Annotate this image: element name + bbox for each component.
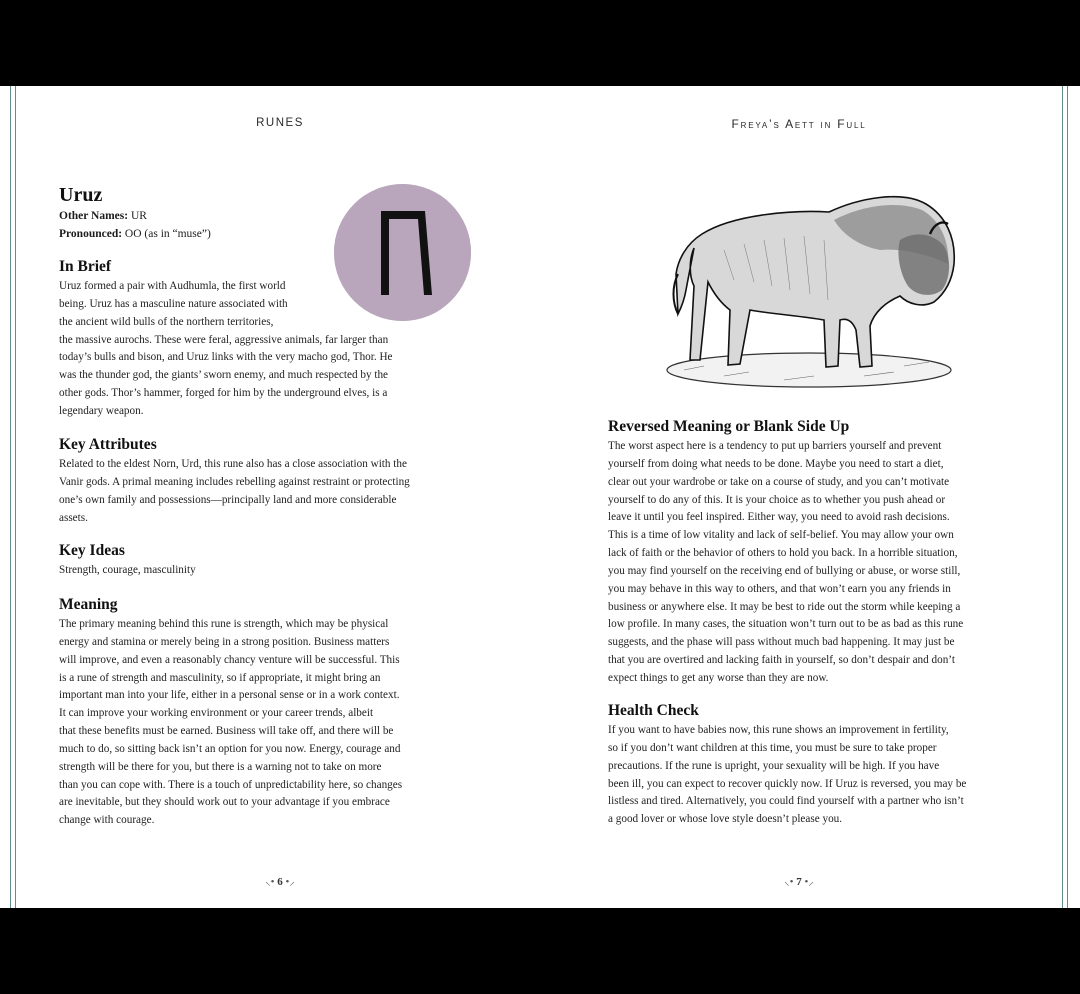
text-line: a good lover or whose love style doesn’t please you.: [608, 813, 843, 826]
text-line: The primary meaning behind this rune is strength, which may be physical: [59, 618, 389, 630]
text-line: strength will be there for you, but there is a warning not to take on more: [59, 760, 382, 773]
rune-title: Uruz: [59, 184, 103, 206]
page-edge-line: [1067, 86, 1068, 908]
other-names-value: UR: [130, 210, 147, 222]
text-line: Strength, courage, masculinity: [59, 564, 196, 576]
health-check-text: [608, 722, 1022, 829]
left-page: [22, 86, 538, 908]
page-number-left: [22, 874, 538, 889]
text-line: It can improve your working environment or your career trends, albeit: [59, 707, 374, 720]
section-key-attributes: [59, 436, 493, 527]
text-line: If you want to have babies now, this rune shows an improvement in fertility,: [608, 724, 949, 736]
ornament-left-icon: ⸜•: [265, 876, 275, 888]
text-line: lack of faith or the behavior of others to hold you back. In a horrible situation,: [608, 547, 958, 560]
page-edge-line: [10, 86, 11, 908]
text-line: you may behave in this way to others, and that won’t earn you any friends in: [608, 582, 951, 595]
meaning-heading: Meaning: [59, 596, 118, 613]
text-line: The worst aspect here is a tendency to put up barriers yourself and prevent: [608, 440, 942, 452]
section-in-brief: [59, 258, 493, 421]
folio-number: 6: [277, 876, 283, 888]
text-line: is a rune of strength and masculinity, so if appropriate, it might bring an: [59, 671, 381, 684]
text-line: so if you don’t want children at this time, you must be sure to take proper: [608, 741, 937, 754]
text-line: yourself from doing what needs to be done. Maybe you need to start a diet,: [608, 457, 944, 470]
text-line: leave it until you feel inspired. Either way, you need to avoid rash decisions.: [608, 511, 950, 524]
section-meaning: [59, 596, 493, 830]
folio-number: 7: [796, 876, 802, 888]
text-line: been ill, you can expect to recover quickly now. If Uruz is reversed, you may be: [608, 777, 967, 790]
rune-header: [59, 184, 493, 243]
text-line: Related to the eldest Norn, Urd, this rune also has a close association with the: [59, 458, 407, 470]
page-number-right: [540, 874, 1058, 889]
other-names-label: Other Names:: [59, 210, 129, 222]
text-line: energy and stamina or merely being in a strong position. Business matters: [59, 635, 390, 648]
text-line: one’s own family and possessions—principally land and more considerable: [59, 493, 397, 506]
pronounced-line: [59, 225, 493, 243]
reversed-heading: Reversed Meaning or Blank Side Up: [608, 418, 850, 435]
ornament-right-icon: •⸝: [285, 876, 295, 888]
text-line: legendary weapon.: [59, 404, 144, 417]
reversed-text: [608, 438, 1022, 688]
text-line: assets.: [59, 511, 88, 524]
text-line: other gods. Thor’s hammer, forged for him by the underground elves, is a: [59, 387, 388, 400]
text-line: listless and tired. Alternatively, you could find yourself with a partner who isn’t: [608, 795, 964, 808]
text-line: the massive aurochs. These were feral, aggressive animals, far larger than: [59, 333, 389, 346]
text-line: clear out your wardrobe or take on a course of study, and you can’t motivate: [608, 475, 950, 488]
text-line: than you can cope with. There is a touch of unpredictability here, so changes: [59, 778, 403, 791]
key-attributes-heading: Key Attributes: [59, 436, 157, 453]
pronounced-value: OO (as in “muse”): [124, 228, 211, 240]
text-line: that you are overtired and lacking faith in yourself, so don’t despair and don’t: [608, 654, 955, 667]
key-ideas-heading: Key Ideas: [59, 542, 125, 559]
page-edge-line: [1062, 86, 1063, 908]
right-page: [540, 86, 1058, 908]
ground-ellipse: [667, 353, 951, 387]
pronounced-label: Pronounced:: [59, 228, 123, 240]
health-check-heading: Health Check: [608, 702, 699, 719]
text-line: expect things to get any worse than they are now.: [608, 671, 829, 684]
text-line: yourself to do any of this. It is your choice as to whether you push ahead or: [608, 493, 946, 506]
text-line: was the thunder god, the giants’ sworn enemy, and much respected by the: [59, 369, 389, 382]
text-line: that these benefits must be earned. Business will take off, and there will be: [59, 725, 394, 738]
section-health-check: [608, 702, 1022, 829]
section-reversed-meaning: [608, 418, 1022, 688]
section-key-ideas: [59, 542, 493, 580]
ornament-right-icon: •⸝: [804, 876, 814, 888]
text-line: change with courage.: [59, 814, 155, 827]
text-line: precautions. If the rune is upright, your sexuality will be high. If you have: [608, 759, 940, 772]
text-line: suggests, and the phase will pass without much bad happening. It may just be: [608, 636, 955, 649]
ornament-left-icon: ⸜•: [784, 876, 794, 888]
text-line: Uruz formed a pair with Audhumla, the first world: [59, 280, 286, 292]
key-ideas-text: [59, 562, 493, 580]
other-names-line: [59, 207, 493, 225]
in-brief-text: [59, 278, 493, 421]
text-line: business or anywhere else. It may be best to ride out the storm while keeping a: [608, 600, 961, 613]
text-line: This is a time of low vitality and lack of self-belief. You may allow your own: [608, 529, 954, 542]
book-spread: [0, 86, 1080, 908]
in-brief-heading: In Brief: [59, 258, 112, 275]
meaning-text: [59, 616, 493, 830]
text-line: Vanir gods. A primal meaning includes rebelling against restraint or protecting: [59, 475, 410, 488]
text-line: today’s bulls and bison, and Uruz links with the very macho god, Thor. He: [59, 351, 393, 364]
key-attributes-text: [59, 456, 493, 527]
text-line: important man into your life, either in a personal sense or in a work context.: [59, 689, 400, 702]
running-head-left: RUNES: [256, 117, 304, 129]
text-line: being. Uruz has a masculine nature associated with: [59, 297, 288, 310]
bison-illustration-icon: [664, 190, 956, 390]
text-line: are inevitable, but they should work out to your advantage if you embrace: [59, 796, 390, 809]
page-edge-line: [15, 86, 16, 908]
running-head-right: Freya’s Aett in Full: [731, 117, 867, 131]
text-line: will improve, and even a reasonably chancy venture will be successful. This: [59, 653, 400, 666]
text-line: much to do, so sitting back isn’t an option for you now. Energy, courage and: [59, 742, 401, 755]
text-line: you may find yourself on the receiving end of bullying or abuse, or worse still,: [608, 564, 961, 577]
text-line: the ancient wild bulls of the northern territories,: [59, 315, 274, 328]
text-line: low profile. In many cases, the situation won’t turn out to be as bad as this rune: [608, 618, 964, 631]
